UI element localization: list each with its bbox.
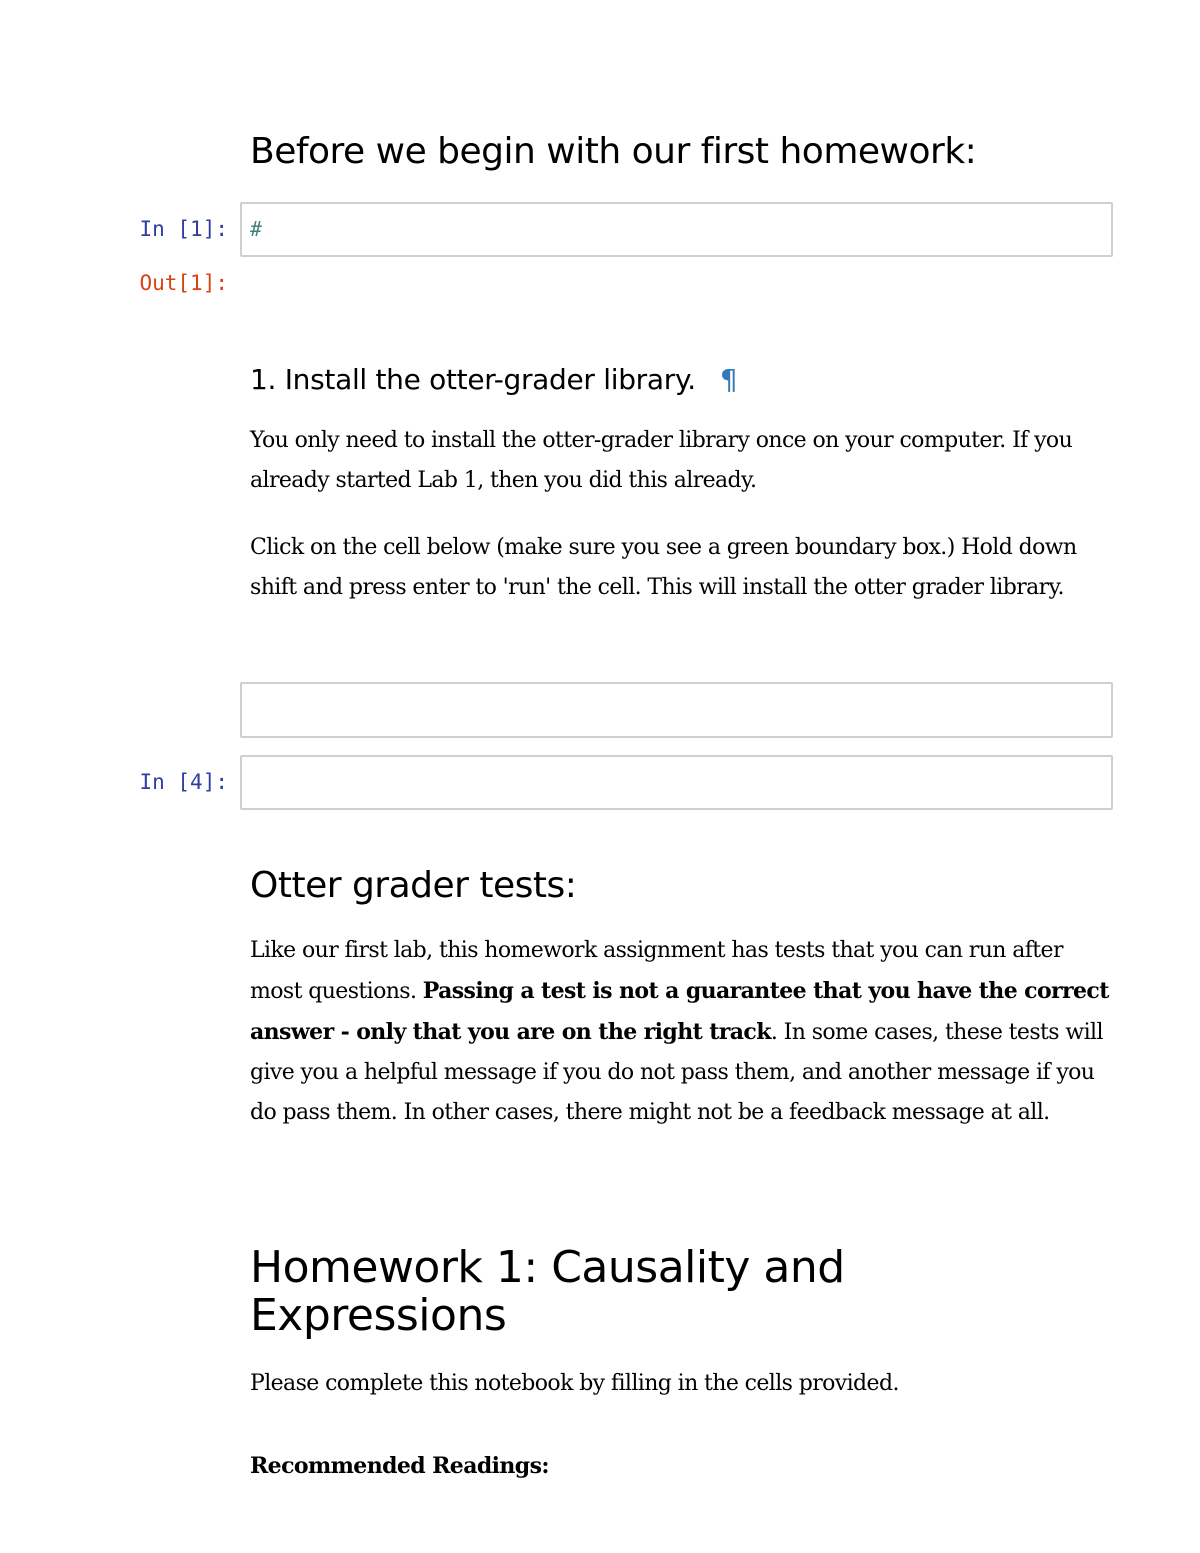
heading-otter-grader-tests: Otter grader tests: <box>250 865 577 906</box>
install-paragraph-1: You only need to install the otter-grader library once on your computer. If you already started Lab 1, then you did this already. <box>250 428 1073 493</box>
code-cell-1-text: # <box>250 217 263 241</box>
otter-tests-text-1: Like our first lab, this homework assignment has tests that you can run after most questions. <box>250 938 1063 1004</box>
code-cell-empty[interactable] <box>240 682 1113 738</box>
heading-before-we-begin: Before we begin with our first homework: <box>250 131 977 172</box>
code-cell-4[interactable] <box>240 755 1113 810</box>
heading-install-text: 1. Install the otter-grader library. <box>250 363 696 396</box>
otter-tests-paragraph <box>250 931 1110 1133</box>
recommended-readings-bold: Recommended Readings: <box>250 1453 549 1479</box>
heading-homework-line1: Homework 1: Causality and <box>250 1242 845 1293</box>
anchor-link-icon[interactable]: ¶ <box>719 363 738 396</box>
homework-instructions: Please complete this notebook by filling in the cells provided. <box>250 1371 899 1396</box>
out-prompt-1: Out[1]: <box>139 271 228 295</box>
heading-homework-1 <box>250 1244 845 1340</box>
recommended-readings-label <box>250 1446 1110 1487</box>
in-prompt-1: In [1]: <box>139 217 228 241</box>
install-paragraph-2: Click on the cell below (make sure you see a green boundary box.) Hold down shift and press enter to 'run' the cell. This will install the otter grader library. <box>250 535 1077 600</box>
otter-tests-text-2: . In some cases, these tests will give you a helpful message if you do not pass them, and another message if you do pass them. In other cases, there might not be a feedback message at all. <box>250 1020 1103 1125</box>
heading-install-otter <box>250 362 737 398</box>
in-prompt-4: In [4]: <box>139 770 228 794</box>
code-cell-1[interactable] <box>240 202 1113 257</box>
heading-homework-line2: Expressions <box>250 1290 507 1341</box>
code-cell-empty-text <box>242 684 1111 697</box>
otter-tests-bold: Passing a test is not a guarantee that you have the correct answer - only that you are on the right track <box>250 978 1109 1045</box>
code-cell-4-text <box>242 757 1111 770</box>
